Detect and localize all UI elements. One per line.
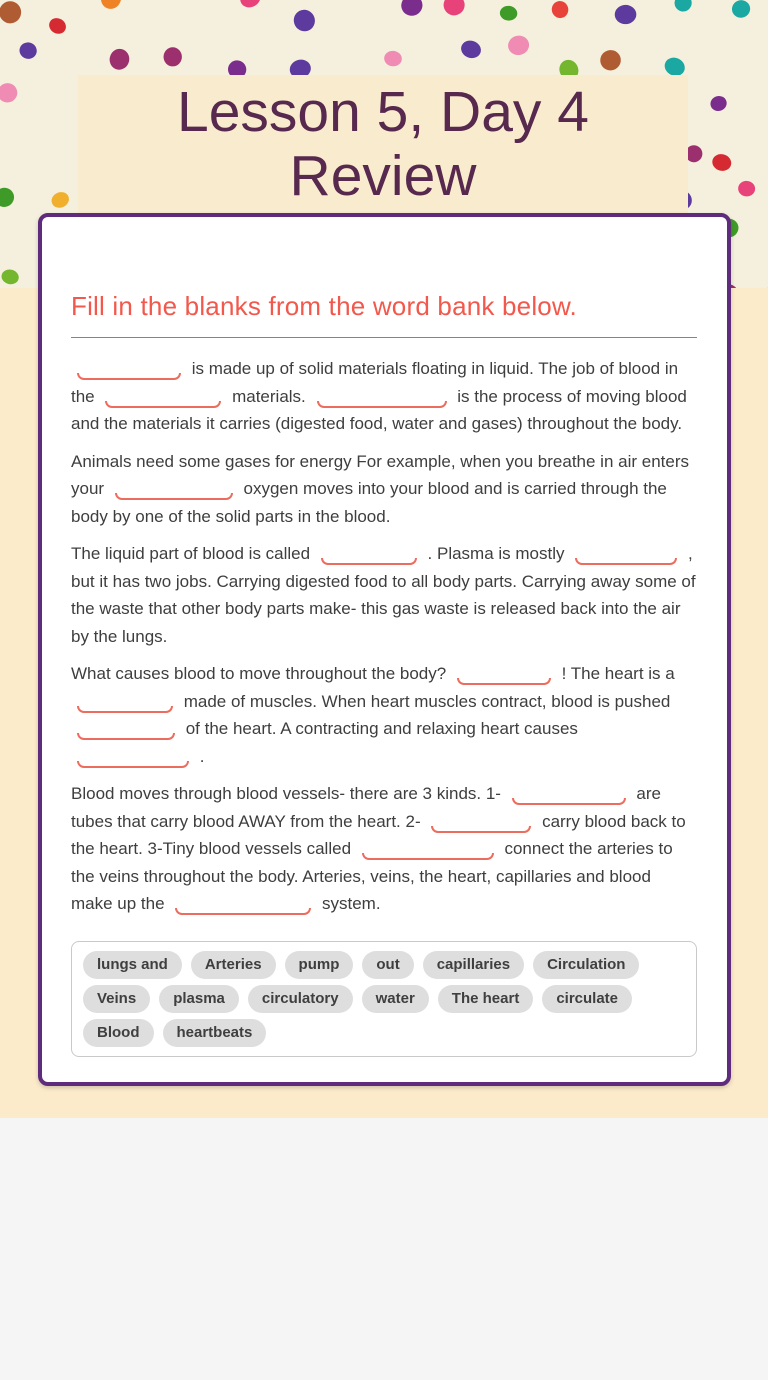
paragraph-text: is the process of moving blood and the materials it carries (digested food, water and gases) throughout the body. bbox=[71, 386, 687, 433]
fill-blank-input[interactable] bbox=[457, 678, 551, 685]
word-bank-word[interactable]: plasma bbox=[159, 985, 239, 1013]
fill-blank-input[interactable] bbox=[77, 761, 189, 768]
paragraph-text: oxygen moves into your blood and is carried through the body by one of the solid parts in the blood. bbox=[71, 479, 667, 526]
word-bank-word[interactable]: Circulation bbox=[533, 951, 639, 979]
fill-blank-input[interactable] bbox=[115, 493, 233, 500]
paragraph bbox=[71, 540, 697, 650]
fill-blank-input[interactable] bbox=[175, 908, 311, 915]
worksheet-title: Lesson 5, Day 4 Review bbox=[177, 80, 589, 208]
paragraph-text: . Plasma is mostly bbox=[422, 544, 570, 563]
paragraph-text: Animals need some gases for energy For example, when you breathe in air enters your bbox=[71, 451, 689, 498]
word-bank-word[interactable]: pump bbox=[285, 951, 354, 979]
paragraphs bbox=[71, 355, 697, 918]
fill-blank-input[interactable] bbox=[317, 401, 447, 408]
fill-blank-input[interactable] bbox=[105, 401, 221, 408]
word-bank-word[interactable]: heartbeats bbox=[163, 1019, 267, 1047]
fill-blank-input[interactable] bbox=[431, 826, 531, 833]
word-bank-word[interactable]: lungs and bbox=[83, 951, 182, 979]
instruction-heading: Fill in the blanks from the word bank below. bbox=[71, 291, 577, 321]
fill-blank-input[interactable] bbox=[575, 558, 677, 565]
paragraph-text: system. bbox=[317, 894, 381, 913]
paragraph bbox=[71, 355, 697, 438]
paragraph-text: carry blood back to the heart. 3-Tiny blood vessels called bbox=[71, 811, 686, 858]
worksheet-title-banner bbox=[78, 75, 688, 213]
fill-blank-input[interactable] bbox=[77, 706, 173, 713]
fill-blank-input[interactable] bbox=[512, 798, 626, 805]
paragraph-text: made of muscles. When heart muscles contract, blood is pushed bbox=[179, 691, 671, 711]
instruction-divider bbox=[71, 337, 697, 338]
paragraph-text: The liquid part of blood is called bbox=[71, 544, 315, 563]
word-bank-word[interactable]: Arteries bbox=[191, 951, 276, 979]
paragraph-text: is made up of solid materials floating in liquid. The job of blood in the bbox=[71, 359, 679, 406]
word-bank-word[interactable]: out bbox=[362, 951, 413, 979]
word-bank bbox=[71, 941, 697, 1057]
fill-blank-input[interactable] bbox=[77, 373, 181, 380]
fill-blank-input[interactable] bbox=[321, 558, 417, 565]
paragraph-text: materials. bbox=[227, 386, 311, 406]
word-bank-word[interactable]: Blood bbox=[83, 1019, 154, 1047]
paragraph-text: . bbox=[195, 746, 205, 766]
word-bank-word[interactable]: Veins bbox=[83, 985, 150, 1013]
paragraph-text: Blood moves through blood vessels- there are 3 kinds. 1- bbox=[71, 784, 506, 803]
word-bank-word[interactable]: circulatory bbox=[248, 985, 353, 1013]
paragraph-text: are tubes that carry blood AWAY from the heart. 2- bbox=[71, 784, 661, 831]
paragraph-text: , but it has two jobs. Carrying digested food to all body parts. Carrying away some of the waste that other body parts make- this gas waste is released back into the air by the lungs. bbox=[71, 544, 696, 646]
paragraph bbox=[71, 448, 697, 531]
worksheet-card bbox=[38, 213, 731, 1086]
paragraph bbox=[71, 660, 697, 770]
fill-blank-input[interactable] bbox=[77, 733, 175, 740]
word-bank-word[interactable]: circulate bbox=[542, 985, 632, 1013]
word-bank-word[interactable]: The heart bbox=[438, 985, 534, 1013]
word-bank-word[interactable]: capillaries bbox=[423, 951, 524, 979]
fill-blank-input[interactable] bbox=[362, 853, 494, 860]
paragraph-text: of the heart. A contracting and relaxing heart causes bbox=[181, 719, 578, 738]
paragraph-text: ! The heart is a bbox=[556, 664, 675, 683]
paragraph bbox=[71, 780, 697, 918]
paragraph-text: connect the arteries to the veins throughout the body. Arteries, veins, the heart, capillaries and blood make up the bbox=[71, 839, 673, 913]
paragraph-text: What causes blood to move throughout the body? bbox=[71, 664, 451, 683]
gray-background bbox=[0, 1118, 768, 1380]
word-bank-word[interactable]: water bbox=[362, 985, 429, 1013]
